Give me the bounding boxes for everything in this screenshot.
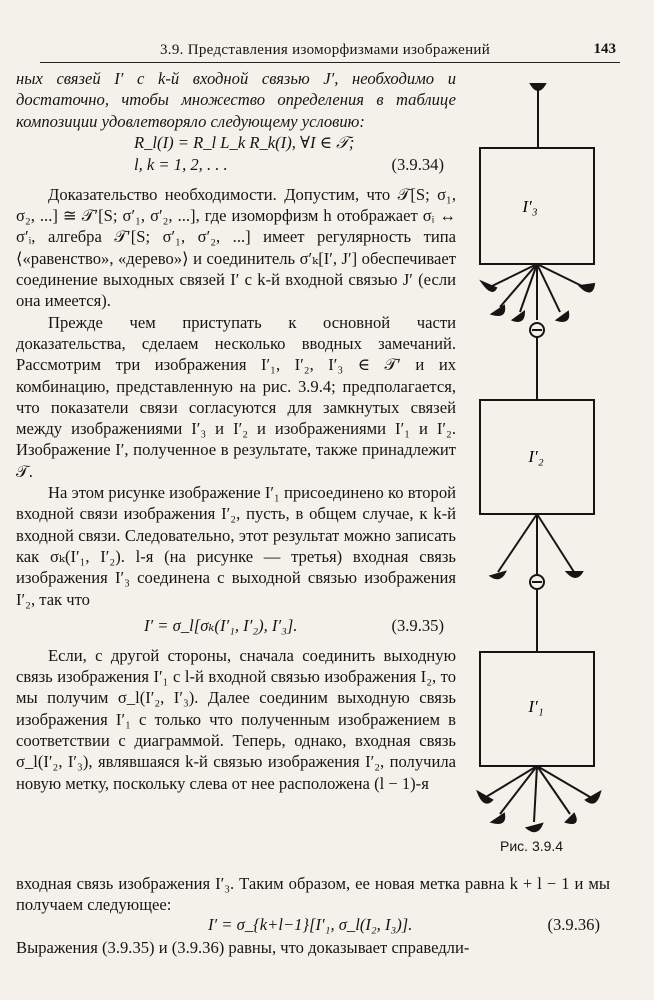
paragraph-3: Прежде чем приступать к основной части доказательства, сделаем несколько вводных замечаний. Рассмотрим три изображения I′₁, I′₂, I′₃ ∈ 𝒯′ и их комбинацию, представленную на рис. 3.9.4; предполагается, что показатели связи согласуются для замкнутых связей между изображениями I′₃ и I′₂ и изображениями I′₁ и I′₂. Изображение I′, полученное в результате, также принадлежит 𝒯. xyxy=(16,312,456,481)
label-bottom: I′₁ xyxy=(528,697,544,716)
equation-3-9-34-line1 xyxy=(16,132,456,154)
paragraph-6: входная связь изображения I′₃. Таким образом, ее новая метка равна k + l − 1 и мы получаем следующее: xyxy=(16,874,610,915)
equation-3-9-34-line2 xyxy=(16,154,456,176)
equation-3-9-35 xyxy=(16,615,456,637)
output-connector-icon xyxy=(531,84,545,148)
equation-body: I′ = σ_l[σₖ(I′₁, I′₂), I′₃]. xyxy=(144,615,298,635)
full-width-text xyxy=(16,873,610,916)
equation-number: (3.9.34) xyxy=(391,154,444,174)
last-line: Выражения (3.9.35) и (3.9.36) равны, что доказывает справедли- xyxy=(16,938,470,957)
equation-body: l, k = 1, 2, . . . xyxy=(134,154,228,174)
equation-body: R_l(I) = R_l L_k R_k(I), ∀I ∈ 𝒯; xyxy=(134,132,355,152)
label-top: I′₃ xyxy=(522,197,538,216)
paragraph-5: Если, с другой стороны, сначала соединить выходную связь изображения I′₁ с l-й входной связью изображения I₂, то мы получим σ_l(I′₂, I′₃). Далее соединим выходную связь изображения I′₁ с только что полученным изображением в соответствии с диаграммой. Теперь, однако, входная связь σ_l(I′₂, I′₃), являвшаяся k-й связью изображения I′₂, получила новую метку, поскольку слева от нее расположена (l − 1)-я xyxy=(16,645,456,793)
running-header xyxy=(40,38,620,63)
figure-caption: Рис. 3.9.4 xyxy=(500,838,564,854)
label-middle: I′₂ xyxy=(528,447,544,466)
equation-number: (3.9.36) xyxy=(547,915,600,934)
paragraph-1: ных связей I′ с k-й входной связью J′, необходимо и достаточно, чтобы множество определения в таблице композиции удовлетворяло следующему условию: xyxy=(16,69,456,131)
paragraph-4: На этом рисунке изображение I′₁ присоединено ко второй входной связи изображения I′₂, пусть, в общем случае, к k-й входной связи. Следовательно, этот результат можно записать как σₖ(I′₁, I′₂). l-я (на рисунке — третья) входная связь изображения I′₃ соединена с выходной связью изображения I′₂, так что xyxy=(16,483,456,609)
figure-3-9-4 xyxy=(462,62,628,862)
equation-3-9-36 xyxy=(16,915,610,937)
paragraph-2: Доказательство необходимости. Допустим, что 𝒯[S; σ₁, σ₂, ...] ≅ 𝒯′[S; σ′₁, σ′₂, ...], где изоморфизм h отображает σᵢ ↔ σ′ᵢ, алгебра 𝒯′[S; σ′₁, σ′₂, ...] имеет регулярность типа ⟨«равенство», «дерево»⟩ и соединитель σ′ₖ[I′, J′] обеспечивает соединение выходных связей I′ с k-й входной связью J′ (если она имеется). xyxy=(16,184,456,311)
page-number: 143 xyxy=(593,41,616,57)
equation-body: I′ = σ_{k+l−1}[I′₁, σ_l(I₂, I₃)]. xyxy=(208,915,413,934)
text-column xyxy=(16,68,456,794)
equation-number: (3.9.35) xyxy=(391,615,444,635)
section-title: 3.9. Представления изоморфизмами изображений xyxy=(160,42,491,58)
